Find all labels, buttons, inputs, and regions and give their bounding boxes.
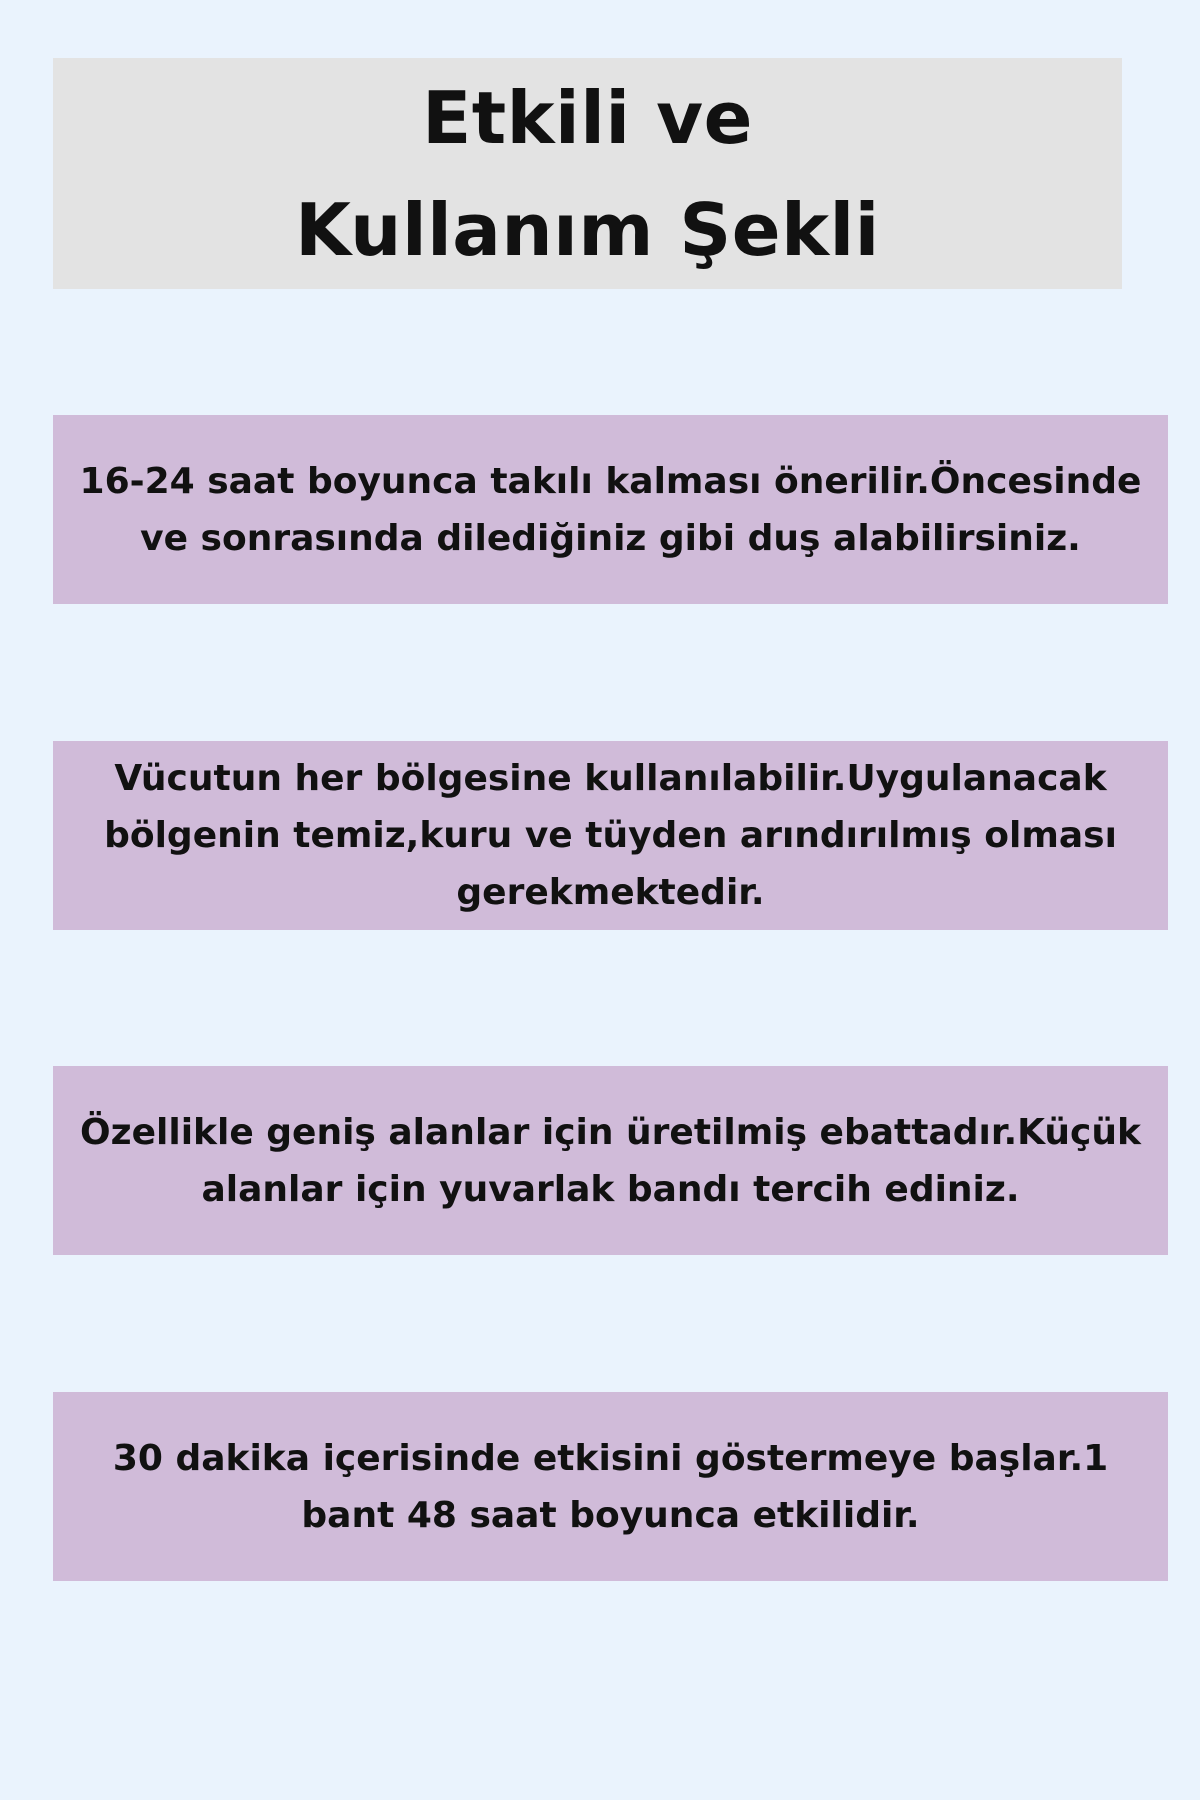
info-box-application-area (53, 741, 1168, 930)
info-text-size-info: Özellikle geniş alanlar için üretilmiş ebattadır.Küçük alanlar için yuvarlak bandı tercih ediniz. (80, 1111, 1141, 1210)
page-title-line-2: Kullanım Şekli (295, 187, 880, 272)
title-box (53, 58, 1122, 289)
info-box-size-info (53, 1066, 1168, 1255)
page-title-line-1: Etkili ve (422, 75, 753, 160)
info-text-wear-duration: 16-24 saat boyunca takılı kalması önerilir.Öncesinde ve sonrasında dilediğiniz gibi duş alabilirsiniz. (79, 460, 1142, 559)
info-box-wear-duration (53, 415, 1168, 604)
info-text-application-area: Vücutun her bölgesine kullanılabilir.Uygulanacak bölgenin temiz,kuru ve tüyden arındırılmış olması gerekmektedir. (104, 758, 1117, 913)
info-text-effect-time: 30 dakika içerisinde etkisini göstermeye başlar.1 bant 48 saat boyunca etkilidir. (112, 1437, 1109, 1536)
page-title (295, 62, 880, 286)
info-box-effect-time (53, 1392, 1168, 1581)
